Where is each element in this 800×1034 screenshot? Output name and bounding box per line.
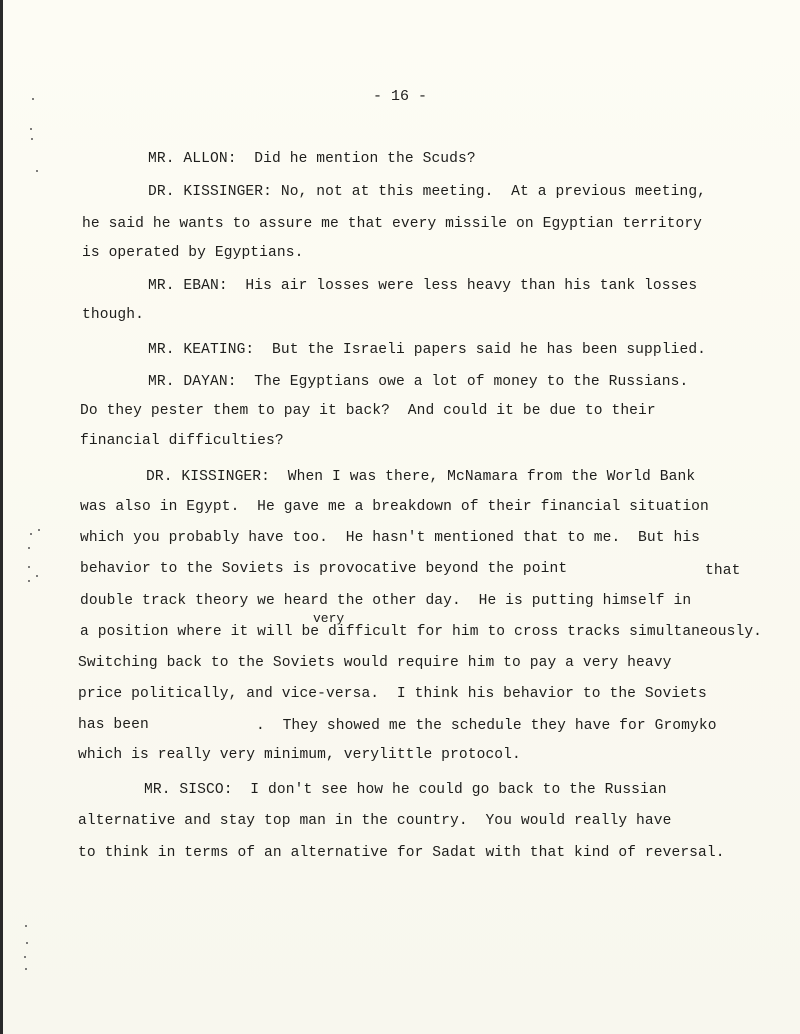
text-line: behavior to the Soviets is provocative beyond the point <box>80 561 568 577</box>
text-line: has been <box>78 717 149 733</box>
text-line: MR. ALLON: Did he mention the Scuds? <box>148 151 476 167</box>
text-line: MR. EBAN: His air losses were less heavy than his tank losses <box>148 278 698 294</box>
margin-speck <box>24 956 26 958</box>
text-line: though. <box>82 307 145 323</box>
text-line: a position where it will be difficult for him to cross tracks simultaneously. <box>80 624 763 640</box>
text-line: MR. SISCO: I don't see how he could go back to the Russian <box>144 782 667 798</box>
margin-speck <box>30 533 32 535</box>
text-line: MR. KEATING: But the Israeli papers said he has been supplied. <box>148 342 707 358</box>
margin-speck <box>31 138 33 140</box>
text-line: to think in terms of an alternative for Sadat with that kind of reversal. <box>78 845 725 861</box>
page-edge <box>0 0 3 1034</box>
margin-speck <box>28 580 30 582</box>
page-number: - 16 - <box>372 88 427 105</box>
text-line: price politically, and vice-versa. I think his behavior to the Soviets <box>78 686 707 702</box>
text-line: which is really very minimum, verylittle protocol. <box>78 747 521 763</box>
margin-speck <box>36 170 38 172</box>
margin-speck <box>36 575 38 577</box>
text-line: was also in Egypt. He gave me a breakdown of their financial situation <box>80 499 709 515</box>
text-line: DR. KISSINGER: No, not at this meeting. At a previous meeting, <box>148 184 707 200</box>
text-line: MR. DAYAN: The Egyptians owe a lot of money to the Russians. <box>148 374 689 390</box>
margin-speck <box>30 128 32 130</box>
text-line: . They showed me the schedule they have for Gromyko <box>256 718 717 734</box>
text-line: Switching back to the Soviets would require him to pay a very heavy <box>78 655 672 671</box>
text-line: is operated by Egyptians. <box>82 245 304 261</box>
text-line: which you probably have too. He hasn't mentioned that to me. But his <box>80 530 701 546</box>
text-line: Do they pester them to pay it back? And could it be due to their <box>80 403 656 419</box>
text-line: that <box>705 563 741 579</box>
margin-speck <box>28 566 30 568</box>
margin-speck <box>25 925 27 927</box>
text-line: he said he wants to assure me that every missile on Egyptian territory <box>82 216 703 232</box>
margin-speck <box>38 529 40 531</box>
handwritten-insertion: very <box>313 611 345 626</box>
margin-speck <box>32 98 34 100</box>
margin-speck <box>26 942 28 944</box>
text-line: financial difficulties? <box>80 433 284 449</box>
text-line: DR. KISSINGER: When I was there, McNamara from the World Bank <box>146 469 696 485</box>
margin-speck <box>28 547 30 549</box>
text-line: double track theory we heard the other day. He is putting himself in <box>80 593 692 609</box>
text-line: alternative and stay top man in the country. You would really have <box>78 813 672 829</box>
margin-speck <box>25 968 27 970</box>
